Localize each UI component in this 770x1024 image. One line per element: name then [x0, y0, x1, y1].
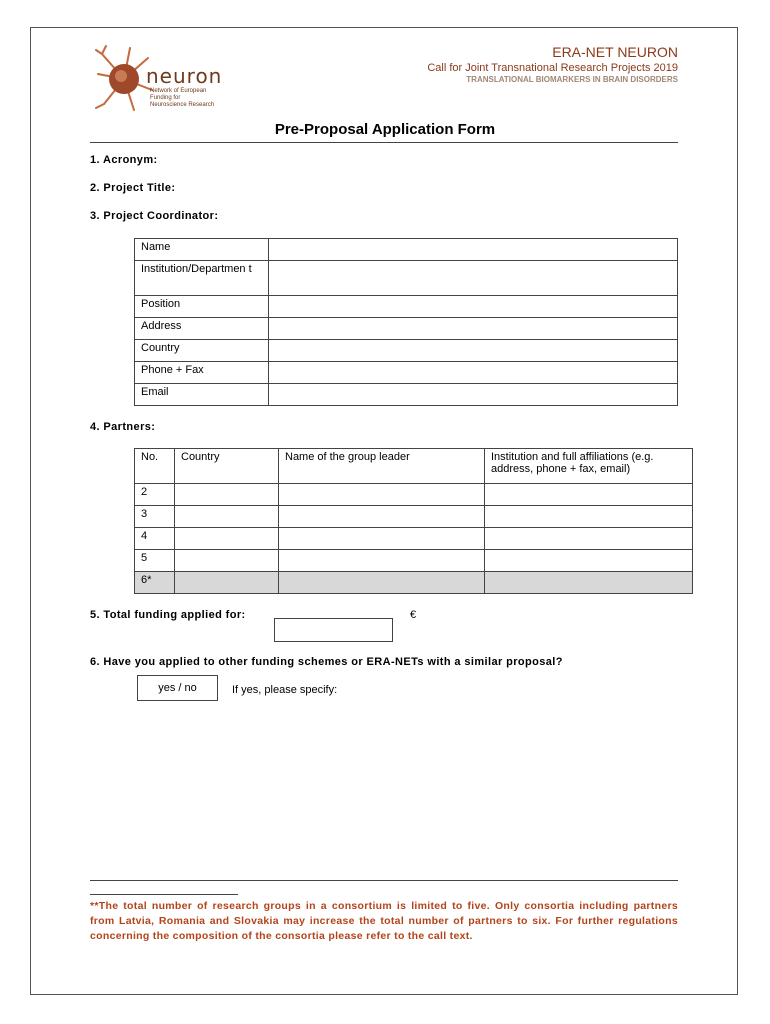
- table-row: [135, 572, 693, 594]
- funding-label: 5. Total funding applied for:: [90, 609, 246, 621]
- table-row: [135, 318, 678, 340]
- coord-country-label: Country: [135, 340, 269, 362]
- logo-wordmark: neuron: [146, 64, 223, 88]
- partners-table: [134, 448, 693, 594]
- call-topic: TRANSLATIONAL BIOMARKERS IN BRAIN DISORDERS: [466, 75, 678, 84]
- coordinator-table: [134, 238, 678, 406]
- other-funding-question: 6. Have you applied to other funding schemes or ERA-NETs with a similar proposal?: [90, 656, 563, 668]
- coord-phone-label: Phone + Fax: [135, 362, 269, 384]
- footnote-divider: [90, 880, 678, 881]
- partner-country-cell[interactable]: [175, 528, 279, 550]
- coord-address-field[interactable]: [269, 318, 678, 340]
- partner-country-cell[interactable]: [175, 506, 279, 528]
- coord-name-field[interactable]: [269, 239, 678, 261]
- partner-no: 3: [135, 506, 175, 528]
- acronym-label: 1. Acronym:: [90, 154, 158, 166]
- page-title: Pre-Proposal Application Form: [274, 121, 496, 138]
- project-title-label: 2. Project Title:: [90, 182, 176, 194]
- partner-leader-cell[interactable]: [279, 550, 485, 572]
- logo-line: Funding for: [150, 95, 181, 101]
- org-name: ERA-NET NEURON: [552, 44, 678, 60]
- table-row: [135, 506, 693, 528]
- partner-leader-cell[interactable]: [279, 572, 485, 594]
- table-row: [135, 296, 678, 318]
- table-row: [135, 528, 693, 550]
- table-row: [135, 384, 678, 406]
- coord-country-field[interactable]: [269, 340, 678, 362]
- table-row: [135, 239, 678, 261]
- neuron-logo: [94, 44, 244, 116]
- partner-country-cell[interactable]: [175, 572, 279, 594]
- partner-no: 4: [135, 528, 175, 550]
- coord-institution-label: Institution/Departmen t: [135, 261, 269, 296]
- partner-leader-cell[interactable]: [279, 484, 485, 506]
- table-row: [135, 550, 693, 572]
- funding-input[interactable]: [274, 618, 393, 642]
- neuron-cell-icon: [94, 44, 154, 114]
- partner-institution-cell[interactable]: [485, 506, 693, 528]
- col-header-group-leader: Name of the group leader: [279, 449, 485, 484]
- partners-label: 4. Partners:: [90, 421, 156, 433]
- footnote-separator: [90, 894, 238, 895]
- footnote-text: **The total number of research groups in a consortium is limited to five. Only consortia including partners from Latvia, Romania and Slovakia may increase the total number of partners to six. For further regulations concerning the composition of the consortia please refer to the call text.: [90, 900, 678, 942]
- partner-no: 2: [135, 484, 175, 506]
- logo-line: Neuroscience Research: [150, 102, 215, 108]
- table-row: [135, 362, 678, 384]
- partner-institution-cell[interactable]: [485, 550, 693, 572]
- currency-symbol: €: [410, 609, 417, 621]
- coord-email-field[interactable]: [269, 384, 678, 406]
- partner-leader-cell[interactable]: [279, 528, 485, 550]
- table-header-row: [135, 449, 693, 484]
- partner-country-cell[interactable]: [175, 550, 279, 572]
- table-row: [135, 484, 693, 506]
- coord-address-label: Address: [135, 318, 269, 340]
- col-header-no: No.: [135, 449, 175, 484]
- call-title: Call for Joint Transnational Research Projects 2019: [427, 62, 678, 74]
- coord-position-field[interactable]: [269, 296, 678, 318]
- coord-position-label: Position: [135, 296, 269, 318]
- partner-country-cell[interactable]: [175, 484, 279, 506]
- partner-institution-cell[interactable]: [485, 572, 693, 594]
- title-divider: [90, 142, 678, 143]
- coord-institution-field[interactable]: [269, 261, 678, 296]
- table-row: [135, 261, 678, 296]
- coordinator-label: 3. Project Coordinator:: [90, 210, 219, 222]
- partner-leader-cell[interactable]: [279, 506, 485, 528]
- partner-institution-cell[interactable]: [485, 484, 693, 506]
- coord-phone-field[interactable]: [269, 362, 678, 384]
- yes-no-field[interactable]: yes / no: [137, 675, 218, 701]
- partner-institution-cell[interactable]: [485, 528, 693, 550]
- col-header-country: Country: [175, 449, 279, 484]
- coord-name-label: Name: [135, 239, 269, 261]
- coord-email-label: Email: [135, 384, 269, 406]
- logo-line: Network of European: [150, 88, 207, 94]
- partner-no: 6*: [135, 572, 175, 594]
- specify-label: If yes, please specify:: [232, 684, 338, 696]
- table-row: [135, 340, 678, 362]
- partner-no: 5: [135, 550, 175, 572]
- col-header-institution: Institution and full affiliations (e.g. address, phone + fax, email): [485, 449, 693, 484]
